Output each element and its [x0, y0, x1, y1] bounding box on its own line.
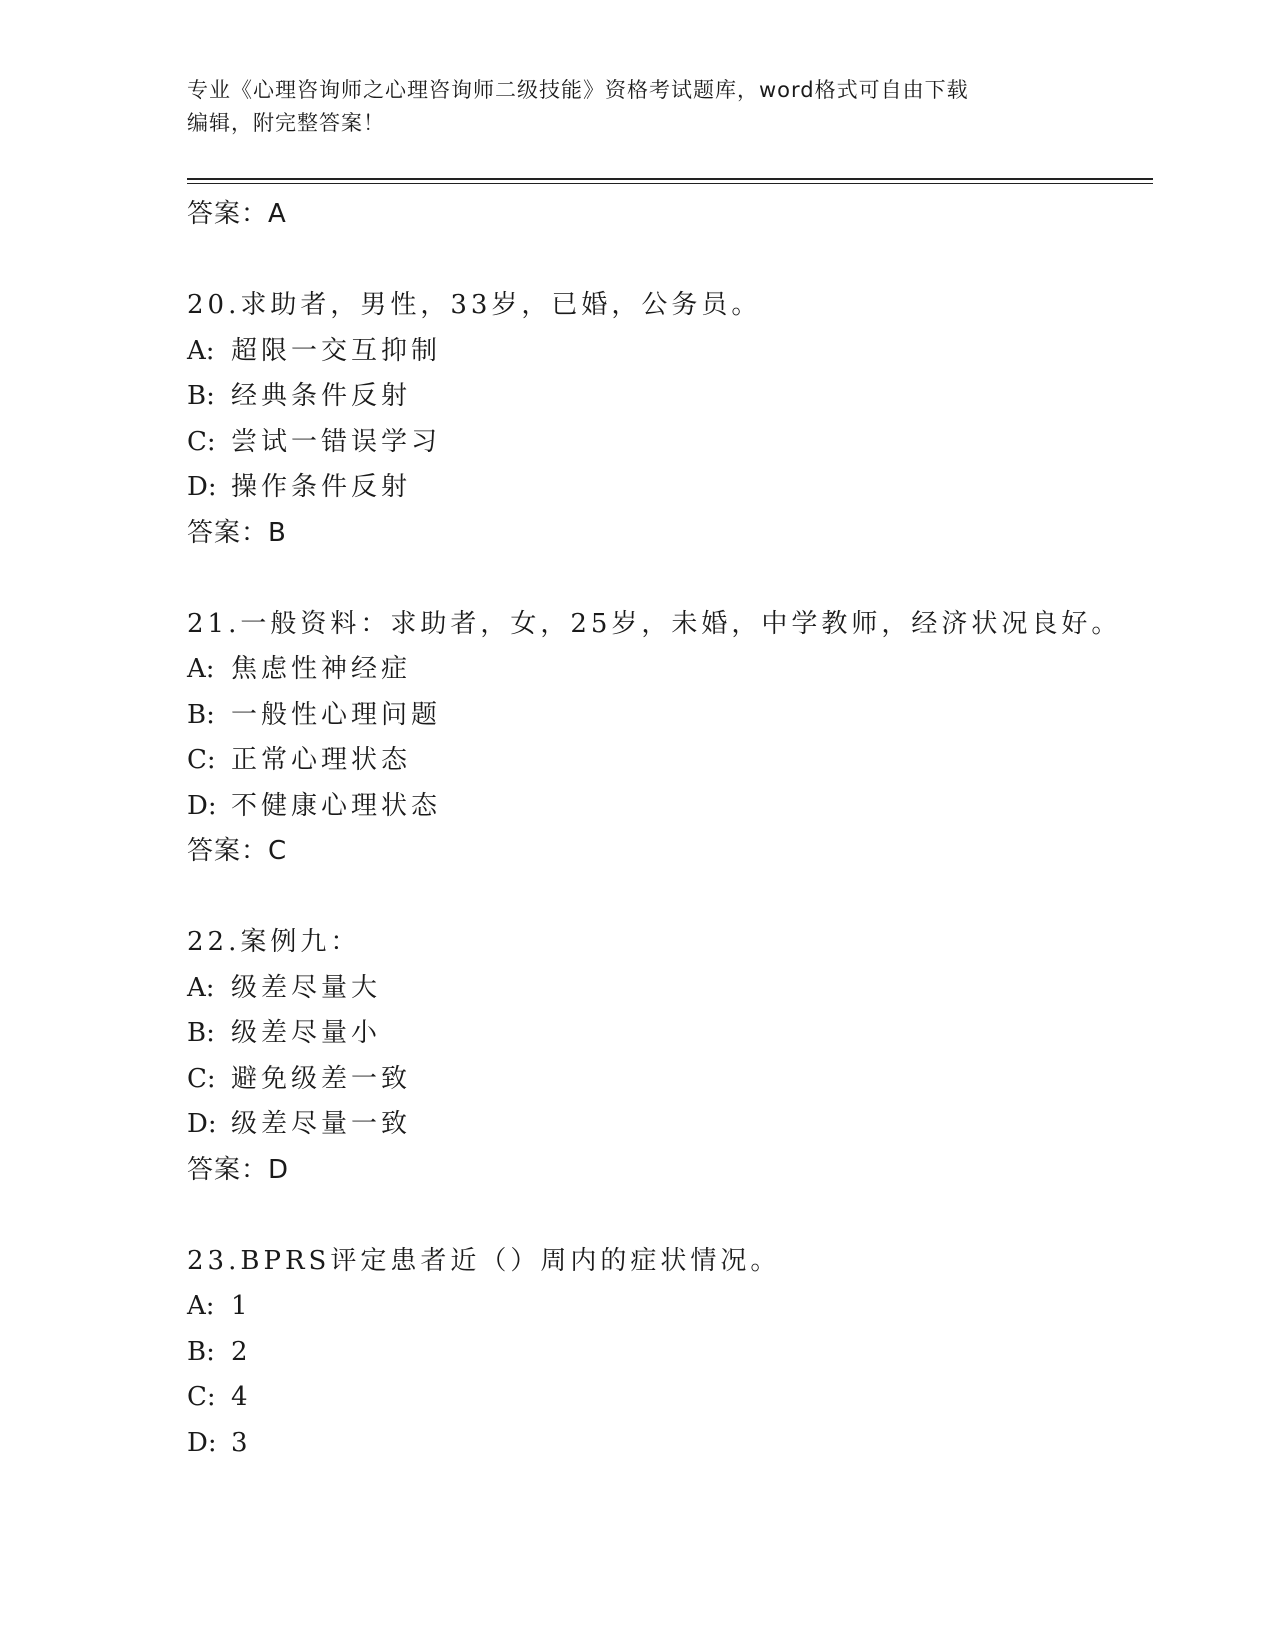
option-label: B:: [187, 699, 215, 730]
header-line-2: 编辑，附完整答案！: [187, 111, 385, 135]
option-text: 4: [231, 1382, 252, 1412]
option-c: [187, 738, 1147, 784]
option-text: 操作条件反射: [231, 472, 412, 502]
answer-line: 答案：D: [187, 1154, 290, 1185]
option-label: D:: [187, 1427, 217, 1458]
option-text: 一般性心理问题: [231, 699, 442, 730]
option-text: 级差尽量一致: [231, 1109, 412, 1139]
option-text: 2: [231, 1336, 252, 1367]
answer-line: 答案：B: [187, 517, 287, 548]
option-label: A:: [187, 654, 215, 684]
question-text: 21.一般资料：求助者，女，25岁，未婚，中学教师，经济状况良好。: [187, 608, 1122, 639]
question-text: 20.求助者，男性，33岁，已婚，公务员。: [187, 290, 762, 320]
option-label: C:: [187, 426, 216, 457]
answer-line: 答案：C: [187, 836, 288, 866]
option-text: 不健康心理状态: [231, 790, 442, 821]
option-a: [187, 1284, 1147, 1330]
option-text: 级差尽量大: [231, 972, 382, 1003]
option-label: D:: [187, 1109, 217, 1139]
option-label: A:: [187, 1291, 215, 1321]
option-label: D:: [187, 790, 217, 821]
option-d: [187, 1421, 1147, 1467]
option-text: 超限一交互抑制: [231, 335, 442, 366]
option-d: [187, 1102, 1147, 1148]
option-c: [187, 420, 1147, 466]
option-text: 3: [231, 1427, 252, 1458]
option-c: [187, 1057, 1147, 1103]
option-a: [187, 647, 1147, 693]
question-list: [187, 192, 1147, 1466]
option-a: [187, 329, 1147, 375]
option-b: [187, 374, 1147, 420]
option-label: B:: [187, 1336, 215, 1367]
option-b: [187, 1011, 1147, 1057]
option-text: 正常心理状态: [231, 745, 412, 775]
option-label: B:: [187, 1018, 215, 1048]
option-label: C:: [187, 1063, 216, 1094]
option-label: C:: [187, 1382, 216, 1412]
question-23: [187, 1239, 1147, 1467]
option-a: [187, 966, 1147, 1012]
option-text: 焦虑性神经症: [231, 654, 412, 684]
option-label: C:: [187, 745, 216, 775]
header-line-1: 专业《心理咨询师之心理咨询师二级技能》资格考试题库，word格式可自由下载: [187, 78, 969, 102]
question-text: 23.BPRS评定患者近（）周内的症状情况。: [187, 1245, 781, 1276]
option-b: [187, 693, 1147, 739]
header-rule-thick: [187, 178, 1153, 180]
option-label: B:: [187, 381, 215, 411]
header-rule-thin: [187, 183, 1153, 184]
option-label: A:: [187, 335, 215, 366]
option-text: 1: [231, 1291, 252, 1321]
question-text: 22.案例九：: [187, 927, 361, 957]
option-text: 避免级差一致: [231, 1063, 412, 1094]
question-20: [187, 283, 1147, 556]
question-21: [187, 602, 1147, 875]
page-header: [187, 74, 1087, 140]
option-d: [187, 465, 1147, 511]
option-d: [187, 784, 1147, 830]
question-22: [187, 920, 1147, 1193]
option-label: A:: [187, 972, 215, 1003]
option-b: [187, 1330, 1147, 1376]
option-label: D:: [187, 472, 217, 502]
option-text: 尝试一错误学习: [231, 426, 442, 457]
option-c: [187, 1375, 1147, 1421]
option-text: 经典条件反射: [231, 381, 412, 411]
previous-answer: 答案：A: [187, 199, 287, 229]
option-text: 级差尽量小: [231, 1018, 382, 1048]
